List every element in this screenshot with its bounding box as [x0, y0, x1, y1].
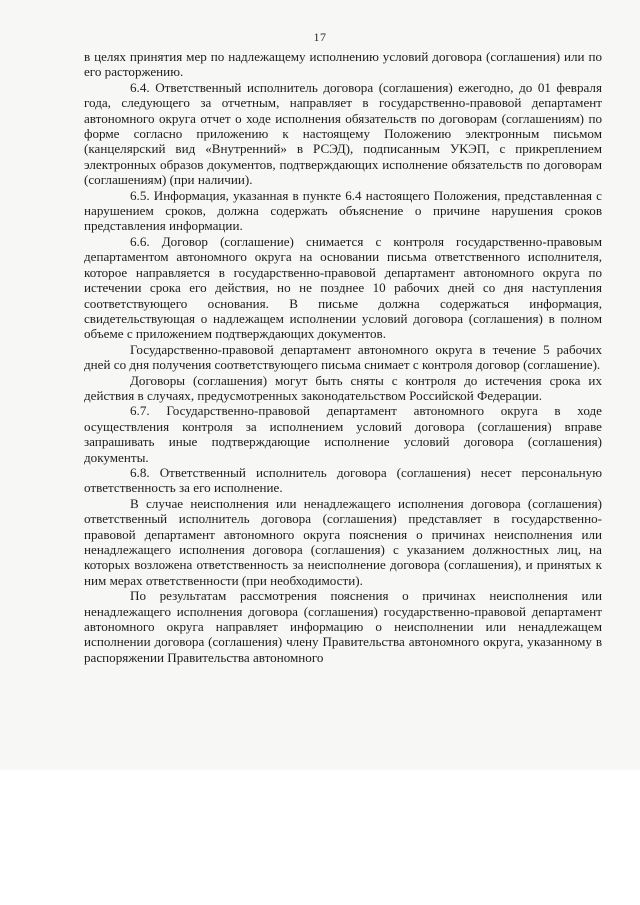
- paragraph-6-8-non-fulfillment: В случае неисполнения или ненадлежащего исполнения договора (соглашения) ответственный исполнитель договора (соглашения) представляет в государственно-правовой департамент автономного округа пояснения о причинах неисполнения или ненадлежащего исполнения договора (соглашения) с указанием должностных лиц, на которых возложена ответственность за неисполнение договора (соглашения), и принятых к ним мерах ответственности (при необходимости).: [84, 495, 602, 588]
- paragraph-6-8: 6.8. Ответственный исполнитель договора (соглашения) несет персональную ответственность за его исполнение.: [84, 464, 602, 496]
- document-body: [84, 49, 602, 665]
- paragraph-6-4: 6.4. Ответственный исполнитель договора (соглашения) ежегодно, до 01 февраля года, следующего за отчетным, направляет в государственно-правовой департамент автономного округа отчет о ходе исполнения обязательств по договорам (соглашениям) по форме согласно приложению к настоящему Положению электронным письмом (канцелярский вид «Внутренний» в РСЭД), подписанным УКЭП, с прикреплением электронных образов документов, подтверждающих исполнение обязательств по договорам (соглашениям) (при наличии).: [84, 79, 602, 188]
- paragraph-continuation: в целях принятия мер по надлежащему исполнению условий договора (соглашения) или по его расторжению.: [84, 49, 602, 80]
- paragraph-6-6-early-removal: Договоры (соглашения) могут быть сняты с контроля до истечения срока их действия в случаях, предусмотренных законодательством Российской Федерации.: [84, 372, 602, 403]
- paragraph-6-8-review-results: По результатам рассмотрения пояснения о причинах неисполнения или ненадлежащего исполнения договора (соглашения) государственно-правовой департамент автономного округа направляет информацию о неисполнении или ненадлежащем исполнении договора (соглашения) члену Правительства автономного округа, указанному в распоряжении Правительства автономного: [84, 588, 602, 665]
- paragraph-6-6: 6.6. Договор (соглашение) снимается с контроля государственно-правовым департаментом автономного округа на основании письма ответственного исполнителя, которое направляется в государственно-правовой департамент автономного округа по истечении срока его действия, но не позднее 10 рабочих дней со дня наступления соответствующего основания. В письме должна содержаться информация, свидетельствующая о надлежащем исполнении условий договора (соглашения) в полном объеме с приложением подтверждающих документов.: [84, 233, 602, 342]
- paragraph-6-5: 6.5. Информация, указанная в пункте 6.4 настоящего Положения, представленная с нарушением сроков, должна содержать объяснение о причине нарушения сроков представления информации.: [84, 187, 602, 234]
- paragraph-6-7: 6.7. Государственно-правовой департамент автономного округа в ходе осуществления контроля за исполнением условий договора (соглашения) вправе запрашивать иные подтверждающие исполнение условий договора (соглашения) документы.: [84, 403, 602, 465]
- blank-area: [0, 770, 640, 905]
- paragraph-6-6-removal: Государственно-правовой департамент автономного округа в течение 5 рабочих дней со дня получения соответствующего письма снимает с контроля договор (соглашение).: [84, 341, 602, 373]
- page-number: 17: [313, 30, 327, 44]
